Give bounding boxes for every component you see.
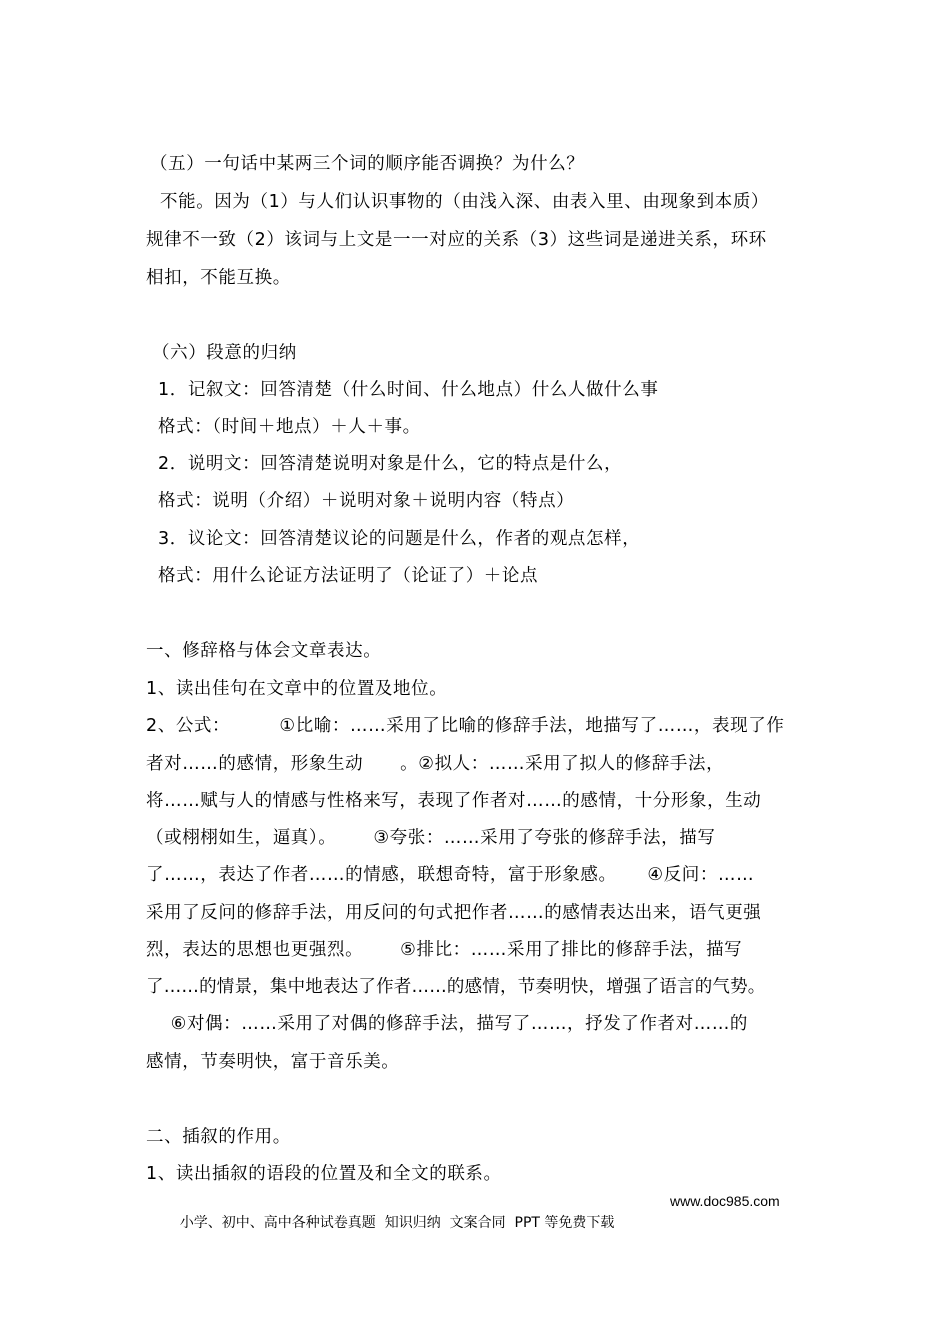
part1-line: 了……，表达了作者……的情感，联想奇特，富于形象感。 ④反问：…… — [146, 865, 755, 885]
part1-line: 1、读出佳句在文章中的位置及地位。 — [146, 679, 448, 699]
part1-line: 感情，节奏明快，富于音乐美。 — [146, 1052, 400, 1072]
part2-line: 1、读出插叙的语段的位置及和全文的联系。 — [146, 1164, 502, 1184]
part1-line: 将……赋与人的情感与性格来写，表现了作者对……的感情，十分形象，生动 — [146, 791, 762, 811]
part1-line: 2、公式： ①比喻：……采用了比喻的修辞手法，地描写了……，表现了作 — [146, 716, 785, 736]
part1-line: 烈，表达的思想也更强烈。 ⑤排比：……采用了排比的修辞手法，描写 — [146, 940, 743, 960]
section6-heading: （六）段意的归纳 — [152, 343, 297, 363]
section6-item: 格式：用什么论证方法证明了（论证了）＋论点 — [158, 566, 539, 586]
part1-line: 了……的情景，集中地表达了作者……的感情，节奏明快，增强了语言的气势。 — [146, 977, 766, 997]
section5-body-line: 规律不一致（2）该词与上文是一一对应的关系（3）这些词是递进关系，环环 — [146, 230, 767, 250]
section5-heading: （五）一句话中某两三个词的顺序能否调换？为什么？ — [150, 154, 585, 174]
part1-line: 采用了反问的修辞手法，用反问的句式把作者……的感情表达出来，语气更强 — [146, 903, 762, 923]
part1-line: （或栩栩如生，逼真）。 ③夸张：……采用了夸张的修辞手法，描写 — [146, 828, 716, 848]
section6-item: 1．记叙文：回答清楚（什么时间、什么地点）什么人做什么事 — [158, 380, 659, 400]
section6-item: 格式：说明（介绍）＋说明对象＋说明内容（特点） — [158, 491, 575, 511]
section5-body-line: 相扣，不能互换。 — [146, 268, 291, 288]
footer-url[interactable]: www.doc985.com — [670, 1193, 780, 1209]
page-footer — [162, 1190, 780, 1278]
part1-line: 者对……的感情，形象生动 。②拟人：……采用了拟人的修辞手法， — [146, 754, 725, 774]
section6-item: 格式：（时间＋地点）＋人＋事。 — [158, 417, 421, 437]
part2-heading: 二、插叙的作用。 — [146, 1127, 291, 1147]
part1-heading: 一、修辞格与体会文章表达。 — [146, 641, 382, 661]
footer-text: 小学、初中、高中各种试卷真题 知识归纳 文案合同 PPT 等免费下载 — [179, 1215, 615, 1231]
section6-item: 2．说明文：回答清楚说明对象是什么，它的特点是什么， — [158, 454, 623, 474]
section6-item: 3．议论文：回答清楚议论的问题是什么，作者的观点怎样， — [158, 529, 641, 549]
part1-line: ⑥对偶：……采用了对偶的修辞手法，描写了……，抒发了作者对……的 — [146, 1014, 749, 1034]
section5-body-line: 不能。因为（1）与人们认识事物的（由浅入深、由表入里、由现象到本质） — [160, 192, 770, 212]
